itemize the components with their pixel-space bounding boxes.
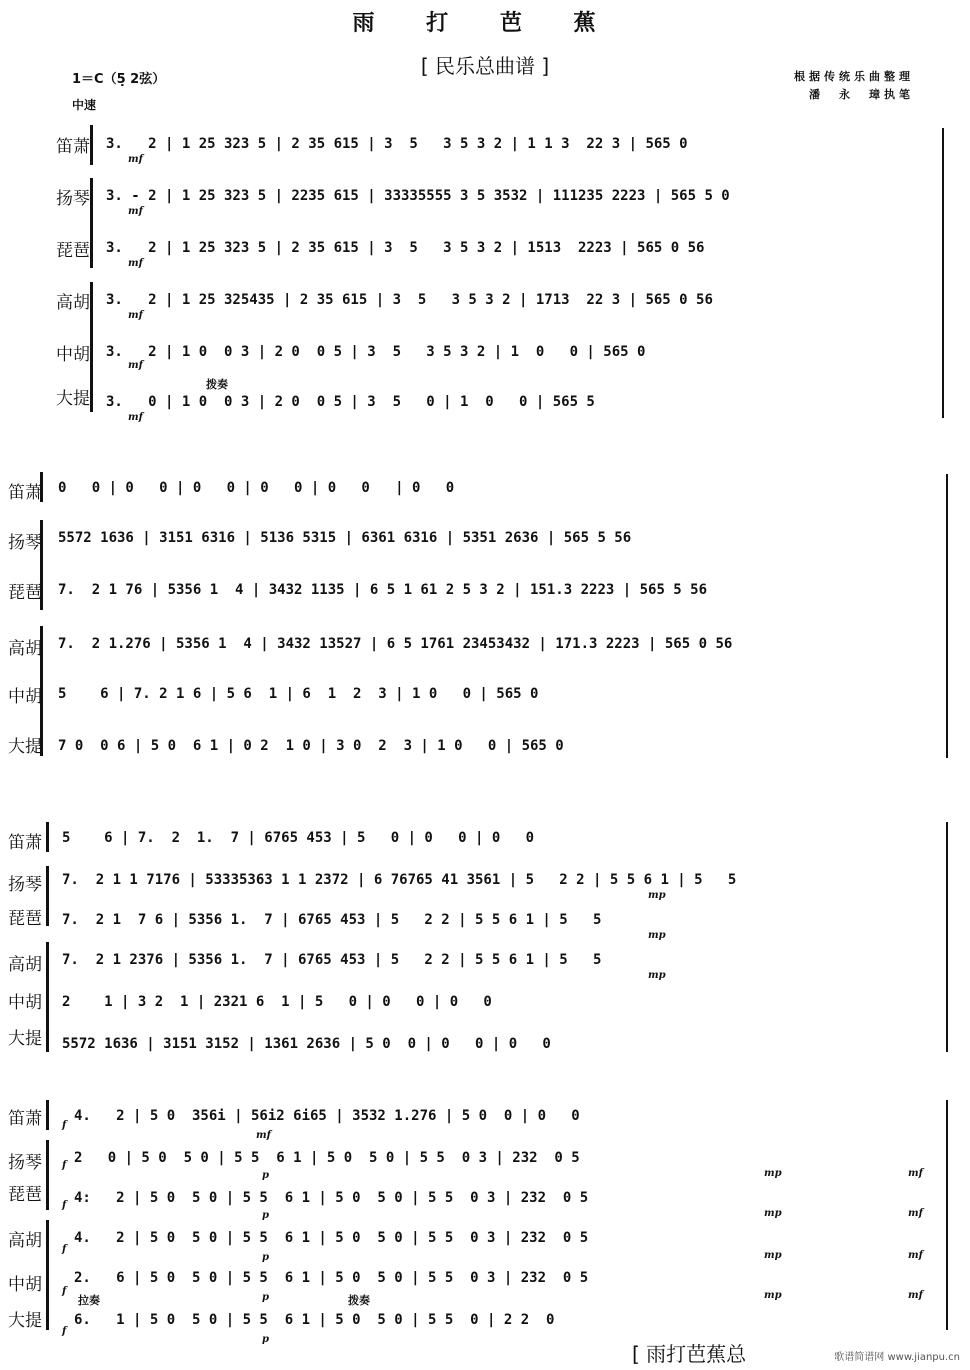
instrument-label-pipa: 琵琶 [8, 1185, 42, 1205]
dynamic-mf: mf [128, 206, 143, 217]
instrument-label-dixiao: 笛萧 [8, 1109, 42, 1129]
instrument-label-dati: 大提 [8, 737, 42, 757]
instrument-label-gaohu: 高胡 [8, 1231, 42, 1251]
dynamic-mp: mp [764, 1208, 782, 1219]
notation-row: 3. 2 | 1 25 323 5 | 2 35 615 | 3 5 3 5 3 2 | 1513 2223 | 565 0 56 [106, 240, 705, 256]
dynamic-mf: mf [128, 412, 143, 423]
technique-pizzicato: 拨奏 [206, 378, 228, 391]
notation-row: 7. 2 1 76 | 5356 1 4 | 3432 1135 | 6 5 1 61 2 5 3 2 | 151.3 2223 | 565 5 56 [58, 582, 708, 598]
dynamic-p: p [262, 1334, 269, 1345]
instrument-label-dixiao: 笛萧 [56, 137, 90, 157]
instrument-label-pipa: 琵琶 [8, 583, 42, 603]
notation-row: 5572 1636 | 3151 3152 | 1361 2636 | 5 0 0 | 0 0 | 0 0 [62, 1036, 551, 1052]
dynamic-mf: mf [908, 1250, 923, 1261]
dynamic-mf: mf [256, 1130, 271, 1141]
notation-row: 5 6 | 7. 2 1 6 | 5 6 1 | 6 1 2 3 | 1 0 0 | 565 0 [58, 686, 539, 702]
dynamic-mp: mp [648, 970, 666, 981]
dynamic-f: f [62, 1286, 67, 1297]
dynamic-p: p [262, 1292, 269, 1303]
instrument-label-gaohu: 高胡 [8, 955, 42, 975]
notation-row: 2 0 | 5 0 5 0 | 5 5 6 1 | 5 0 5 0 | 5 5 0 3 | 232 0 5 [74, 1150, 580, 1166]
dynamic-mf: mf [128, 310, 143, 321]
notation-row: 6. 1 | 5 0 5 0 | 5 5 6 1 | 5 0 5 0 | 5 5 0 | 2 2 0 [74, 1312, 555, 1328]
instrument-label-yangqin: 扬琴 [8, 533, 42, 553]
notation-row: 3. 0 | 1 0 0 3 | 2 0 0 5 | 3 5 0 | 1 0 0 | 565 5 [106, 394, 595, 410]
instrument-label-dati: 大提 [8, 1029, 42, 1049]
instrument-label-gaohu: 高胡 [8, 639, 42, 659]
instrument-label-pipa: 琵琶 [56, 241, 90, 261]
dynamic-f: f [62, 1326, 67, 1337]
instrument-label-zhonghu: 中胡 [56, 345, 90, 365]
page-title: 雨 打 芭 蕉 [352, 11, 618, 36]
dynamic-f: f [62, 1200, 67, 1211]
page-subtitle: [ 民乐总曲谱 ] [420, 54, 550, 78]
notation-row: 3. - 2 | 1 25 323 5 | 2235 615 | 33335555 3 5 3532 | 111235 2223 | 565 5 0 [106, 188, 730, 204]
instrument-label-zhonghu: 中胡 [8, 993, 42, 1013]
credit-line-1: 根据传统乐曲整理 [794, 70, 914, 83]
dynamic-p: p [262, 1252, 269, 1263]
instrument-label-dati: 大提 [8, 1311, 42, 1331]
notation-row: 3. 2 | 1 25 325435 | 2 35 615 | 3 5 3 5 3 2 | 1713 22 3 | 565 0 56 [106, 292, 713, 308]
credit-line-2: 潘 永 璋执笔 [809, 88, 914, 101]
dynamic-mf: mf [908, 1208, 923, 1219]
notation-row: 0 0 | 0 0 | 0 0 | 0 0 | 0 0 | 0 0 [58, 480, 455, 496]
dynamic-mp: mp [764, 1250, 782, 1261]
notation-row: 2. 6 | 5 0 5 0 | 5 5 6 1 | 5 0 5 0 | 5 5 0 3 | 232 0 5 [74, 1270, 589, 1286]
notation-row: 4. 2 | 5 0 356i | 56i2 6i65 | 3532 1.276 | 5 0 0 | 0 0 [74, 1108, 580, 1124]
dynamic-mp: mp [648, 930, 666, 941]
instrument-label-yangqin: 扬琴 [8, 875, 42, 895]
technique-arco: 拉奏 [78, 1294, 100, 1307]
notation-row: 2 1 | 3 2 1 | 2321 6 1 | 5 0 | 0 0 | 0 0 [62, 994, 492, 1010]
notation-row: 4. 2 | 5 0 5 0 | 5 5 6 1 | 5 0 5 0 | 5 5 0 3 | 232 0 5 [74, 1230, 589, 1246]
site-watermark: 歌谱简谱网 www.jianpu.cn [834, 1352, 960, 1363]
dynamic-f: f [62, 1160, 67, 1171]
dynamic-mf: mf [908, 1290, 923, 1301]
dynamic-mf: mf [128, 154, 143, 165]
footer-label: [ 雨打芭蕉总 [632, 1342, 747, 1366]
dynamic-p: p [262, 1170, 269, 1181]
dynamic-mp: mp [764, 1290, 782, 1301]
notation-row: 7 0 0 6 | 5 0 6 1 | 0 2 1 0 | 3 0 2 3 | 1 0 0 | 565 0 [58, 738, 564, 754]
tempo-marking: 中速 [72, 98, 97, 112]
dynamic-mf: mf [128, 360, 143, 371]
notation-row: 3. 2 | 1 25 323 5 | 2 35 615 | 3 5 3 5 3 2 | 1 1 3 22 3 | 565 0 [106, 136, 688, 152]
technique-pizzicato: 拨奏 [348, 1294, 370, 1307]
dynamic-mp: mp [764, 1168, 782, 1179]
notation-row: 7. 2 1 7 6 | 5356 1. 7 | 6765 453 | 5 2 2 | 5 5 6 1 | 5 5 [62, 912, 602, 928]
notation-row: 7. 2 1.276 | 5356 1 4 | 3432 13527 | 6 5 1761 23453432 | 171.3 2223 | 565 0 56 [58, 636, 733, 652]
instrument-label-zhonghu: 中胡 [8, 1275, 42, 1295]
instrument-label-zhonghu: 中胡 [8, 687, 42, 707]
dynamic-mf: mf [128, 258, 143, 269]
instrument-label-yangqin: 扬琴 [56, 189, 90, 209]
notation-row: 5 6 | 7. 2 1. 7 | 6765 453 | 5 0 | 0 0 | 0 0 [62, 830, 535, 846]
instrument-label-gaohu: 高胡 [56, 293, 90, 313]
notation-row: 7. 2 1 2376 | 5356 1. 7 | 6765 453 | 5 2 2 | 5 5 6 1 | 5 5 [62, 952, 602, 968]
instrument-label-yangqin: 扬琴 [8, 1153, 42, 1173]
notation-row: 4: 2 | 5 0 5 0 | 5 5 6 1 | 5 0 5 0 | 5 5 0 3 | 232 0 5 [74, 1190, 589, 1206]
dynamic-mf: mf [908, 1168, 923, 1179]
dynamic-f: f [62, 1120, 67, 1131]
notation-row: 5572 1636 | 3151 6316 | 5136 5315 | 6361 6316 | 5351 2636 | 565 5 56 [58, 530, 632, 546]
instrument-label-dati: 大提 [56, 389, 90, 409]
dynamic-mp: mp [648, 890, 666, 901]
instrument-label-dixiao: 笛萧 [8, 833, 42, 853]
dynamic-f: f [62, 1244, 67, 1255]
key-signature: 1＝C（5̣ 2弦） [72, 72, 166, 87]
notation-row: 7. 2 1 1 7176 | 53335363 1 1 2372 | 6 76765 41 3561 | 5 2 2 | 5 5 6 1 | 5 5 [62, 872, 737, 888]
dynamic-p: p [262, 1210, 269, 1221]
notation-row: 3. 2 | 1 0 0 3 | 2 0 0 5 | 3 5 3 5 3 2 | 1 0 0 | 565 0 [106, 344, 646, 360]
instrument-label-pipa: 琵琶 [8, 909, 42, 929]
instrument-label-dixiao: 笛萧 [8, 483, 42, 503]
